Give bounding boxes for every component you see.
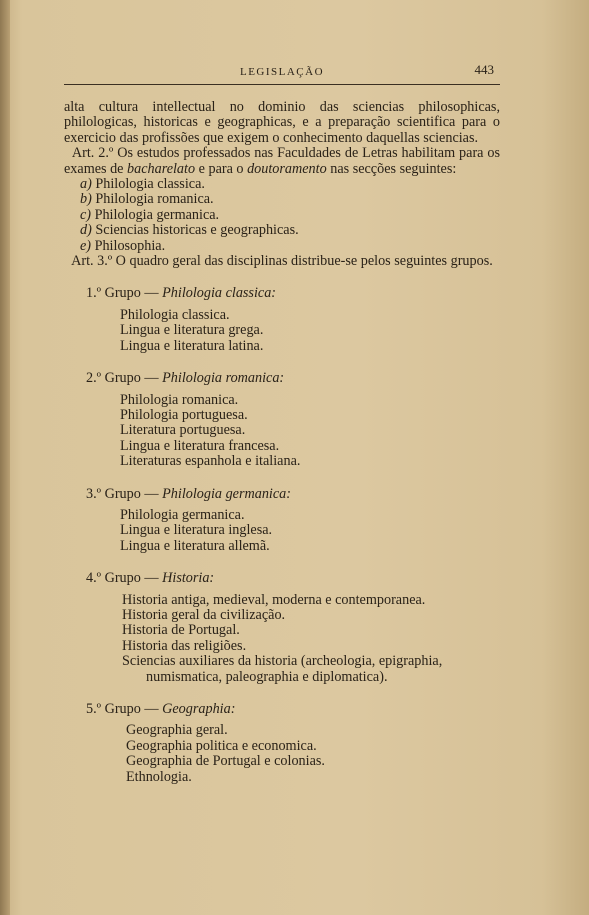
term-doutoramento: doutoramento	[247, 160, 327, 177]
discipline-item: Lingua e literatura inglesa.	[120, 522, 273, 539]
term-bacharelato: bacharelato	[127, 160, 196, 177]
list-text: Philosophia.	[94, 237, 166, 254]
list-text: Philologia classica.	[95, 176, 205, 193]
list-item	[80, 239, 500, 254]
discipline-item: Lingua e literatura latina.	[120, 337, 264, 354]
running-title: LEGISLAÇÃO	[239, 66, 325, 78]
group-name: Historia:	[162, 570, 215, 587]
list-text: Sciencias historicas e geographicas.	[95, 222, 299, 239]
header-rule	[64, 84, 500, 85]
group-heading	[64, 487, 500, 502]
group-4	[64, 571, 500, 685]
discipline-item: Philologia germanica.	[120, 506, 245, 523]
discipline-item: Literatura portuguesa.	[120, 422, 246, 439]
discipline-item: Historia de Portugal.	[122, 622, 240, 639]
group-name: Philologia classica:	[162, 285, 277, 302]
discipline-item: Geographia geral.	[126, 722, 228, 739]
group-items	[64, 723, 500, 785]
group-items	[64, 593, 500, 685]
group-1	[64, 286, 500, 354]
discipline-item: Lingua e literatura grega.	[120, 322, 264, 339]
book-gutter	[0, 0, 10, 915]
article-2-mid: e para o	[195, 160, 248, 177]
discipline-item: Sciencias auxiliares da historia (archeologia, epigraphia,	[122, 653, 443, 670]
group-items	[64, 308, 500, 354]
group-name: Philologia romanica:	[162, 370, 285, 387]
group-heading	[64, 702, 500, 717]
group-3	[64, 487, 500, 555]
list-item	[80, 177, 500, 192]
list-letter: e)	[80, 237, 92, 254]
group-number: 4.º Grupo —	[86, 570, 163, 587]
discipline-item: Historia das religiões.	[122, 637, 247, 654]
list-letter: c)	[80, 206, 92, 223]
discipline-item: Geographia de Portugal e colonias.	[126, 753, 325, 770]
list-letter: b)	[80, 191, 92, 208]
list-item	[80, 223, 500, 238]
article-2-lead: Art. 2.º Os estudos professados nas Faculdades de Letras habilitam para os exames de	[64, 145, 501, 177]
discipline-item: Lingua e literatura francesa.	[120, 437, 280, 454]
group-items	[64, 508, 500, 554]
list-letter: a)	[80, 176, 92, 193]
group-number: 3.º Grupo —	[86, 485, 163, 502]
group-heading	[64, 286, 500, 301]
group-items	[64, 393, 500, 470]
list-text: Philologia germanica.	[94, 206, 220, 223]
article-2	[64, 146, 500, 177]
group-name: Philologia germanica:	[162, 485, 291, 502]
group-heading	[64, 371, 500, 386]
discipline-item: Historia antiga, medieval, moderna e contemporanea.	[122, 591, 426, 608]
discipline-item: Philologia portuguesa.	[120, 406, 248, 423]
article-3	[64, 254, 500, 269]
discipline-item: Historia geral da civilização.	[122, 606, 286, 623]
group-5	[64, 702, 500, 785]
article-2-tail: nas secções seguintes:	[326, 160, 457, 177]
list-item	[80, 208, 500, 223]
group-number: 2.º Grupo —	[86, 370, 163, 387]
discipline-item: Lingua e literatura allemã.	[120, 537, 270, 554]
group-number: 1.º Grupo —	[86, 285, 163, 302]
discipline-item: Geographia politica e economica.	[126, 737, 317, 754]
list-letter: d)	[80, 222, 92, 239]
intro-paragraph: alta cultura intellectual no dominio das sciencias philosophicas, philologicas, historicas e geographicas, e a preparação scientifica para o exercicio das profissões que exigem o conhecimento daquellas sciencias.	[64, 99, 500, 146]
discipline-item: Literaturas espanhola e italiana.	[120, 453, 301, 470]
group-number: 5.º Grupo —	[86, 701, 163, 717]
discipline-item: Ethnologia.	[126, 768, 192, 785]
group-heading	[64, 571, 500, 586]
group-name: Geographia:	[162, 701, 236, 717]
list-item	[80, 192, 500, 207]
page-header	[64, 62, 500, 86]
article-3-text: Art. 3.º O quadro geral das disciplinas distribue-se pelos seguintes grupos.	[71, 253, 493, 270]
sections-list	[64, 177, 500, 254]
list-text: Philologia romanica.	[95, 191, 214, 208]
group-2	[64, 371, 500, 469]
discipline-item: Philologia classica.	[120, 306, 230, 323]
page-body	[64, 100, 500, 785]
page-number: 443	[474, 62, 494, 77]
discipline-item: Philologia romanica.	[120, 391, 239, 408]
discipline-item-continuation: numismatica, paleographia e diplomatica).	[146, 668, 388, 685]
